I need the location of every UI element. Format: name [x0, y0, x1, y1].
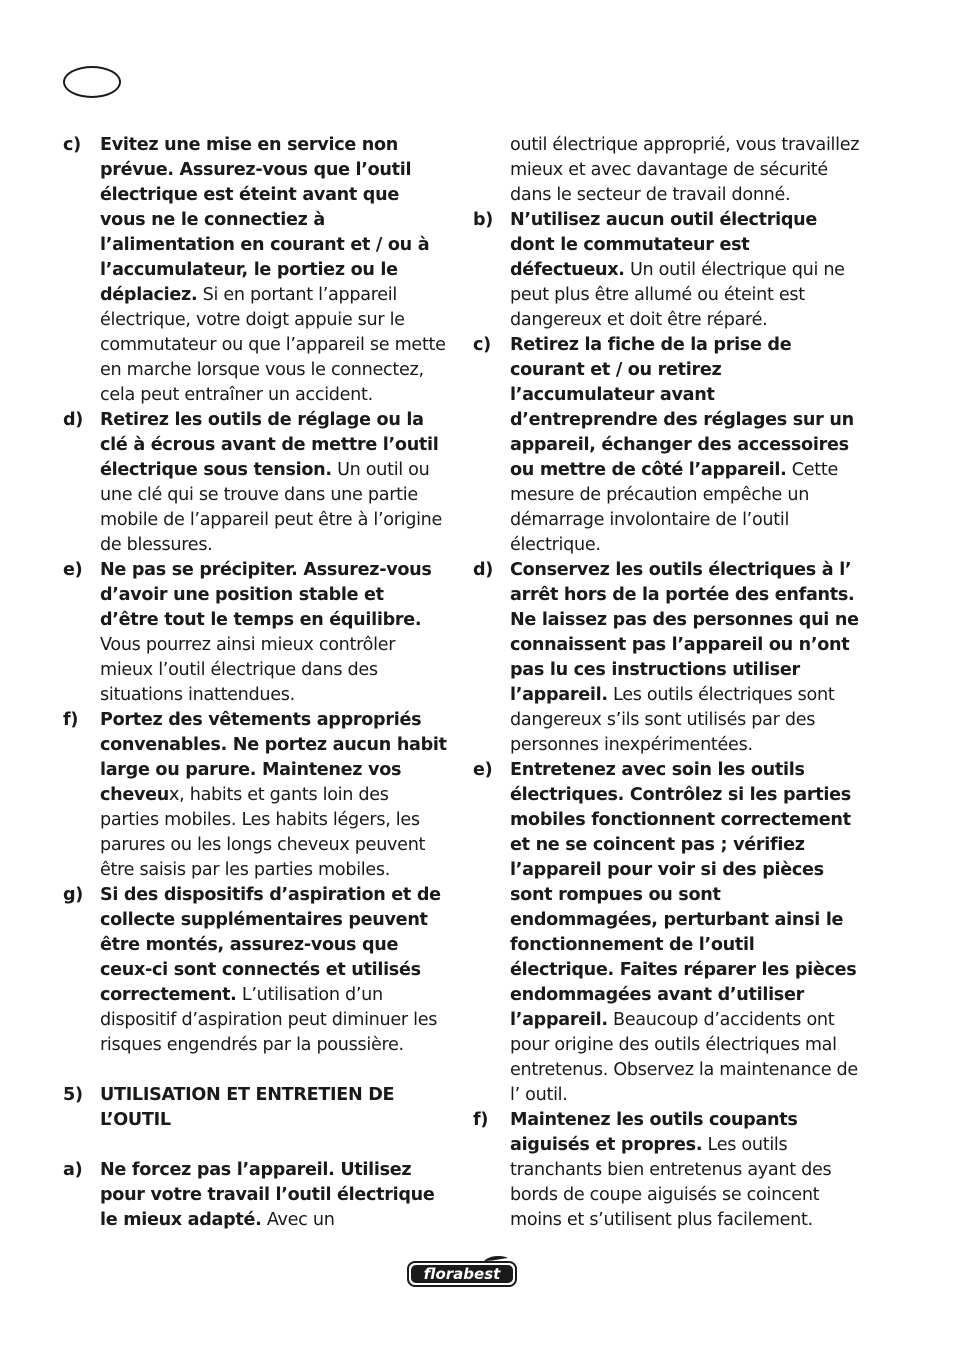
item-label: e) [473, 760, 493, 780]
item-normal-text: Un outil électrique qui ne peut plus être allumé ou éteint est dangereux et doit être réparé. [510, 260, 845, 330]
item-bold-text: Evitez une mise en service non prévue. Assurez-vous que l’outil électrique est éteint avant que vous ne le connectiez à l’alimentation en courant et / ou à l’accumulateur, le portiez ou le déplaciez. [100, 135, 430, 305]
instruction-item [63, 1158, 448, 1233]
instruction-item [473, 1108, 861, 1233]
item-bold-text: Conservez les outils électriques à l’ arrêt hors de la portée des enfants. Ne laissez pas des personnes qui ne connaissent pas l’appareil ou n’ont pas lu ces instructions utiliser l’appareil. [510, 560, 859, 705]
item-label: c) [473, 335, 491, 355]
item-label: f) [473, 1110, 489, 1130]
item-label: d) [473, 560, 494, 580]
instruction-item [63, 708, 448, 883]
item-text [510, 558, 861, 758]
item-label: d) [63, 410, 84, 430]
instruction-item [473, 558, 861, 758]
item-label: a) [63, 1160, 83, 1180]
instruction-item [473, 333, 861, 558]
logo-leaf-icon [484, 1256, 508, 1261]
item-text [510, 1108, 861, 1233]
item-bold-text: N’utilisez aucun outil électrique dont le commutateur est défectueux. [510, 210, 818, 280]
instruction-item [63, 558, 448, 708]
instruction-item [473, 758, 861, 1108]
item-label: b) [473, 210, 494, 230]
spacer [63, 1058, 448, 1083]
item-bold-text: Retirez la fiche de la prise de courant et / ou retirez l’accumulateur avant d’entreprendre des réglages sur un appareil, échanger des accessoires ou mettre de côté l’appareil. [510, 335, 854, 480]
left-column [63, 133, 448, 1233]
item-normal-text: Avec un [261, 1210, 335, 1230]
item-normal-text: Vous pourrez ainsi mieux contrôler mieux l’outil électrique dans des situations inattendues. [100, 635, 396, 705]
item-bold-text: Si des dispositifs d’aspiration et de collecte supplémentaires peuvent être montés, assurez-vous que ceux-ci sont connectés et utilisés correctement. [100, 885, 441, 1005]
item-text [100, 133, 448, 408]
item-text [510, 208, 861, 333]
item-normal-text: Un outil ou une clé qui se trouve dans une partie mobile de l’appareil peut être à l’origine de blessures. [100, 460, 443, 555]
item-normal-text: Beaucoup d’accidents ont pour origine des outils électriques mal entretenus. Observez la maintenance de l’ outil. [510, 1010, 858, 1105]
instruction-item [473, 208, 861, 333]
item-bold-text: Maintenez les outils coupants aiguisés et propres. [510, 1110, 798, 1155]
item-text [510, 333, 861, 558]
item-text [100, 883, 448, 1058]
right-column [473, 133, 861, 1233]
item-label: e) [63, 560, 83, 580]
item-text [100, 408, 448, 558]
section-title [100, 1083, 448, 1133]
item-normal-text: Les outils électriques sont dangereux s’ils sont utilisés par des personnes inexpérimentées. [510, 685, 835, 755]
item-bold-text: Ne forcez pas l’appareil. Utilisez pour votre travail l’outil électrique le mieux adapté. [100, 1160, 435, 1230]
item-continuation: outil électrique approprié, vous travaillez mieux et avec davantage de sécurité dans le secteur de travail donné. [510, 135, 860, 205]
item-normal-text: Si en portant l’appareil électrique, votre doigt appuie sur le commutateur ou que l’appareil se mette en marche lorsque vous le connectez, cela peut entraîner un accident. [100, 285, 446, 405]
section-number: 5) [63, 1085, 83, 1105]
section-title-text: UTILISATION ET ENTRETIEN DE L’OUTIL [100, 1085, 395, 1130]
item-bold-text: Portez des vêtements appropriés convenables. Ne portez aucun habit large ou parure. Maintenez vos cheveu [100, 710, 447, 805]
item-label: f) [63, 710, 79, 730]
item-bold-text: Entretenez avec soin les outils électriques. Contrôlez si les parties mobiles fonctionnent correctement et ne se coincent pas ; vérifiez l’appareil pour voir si des pièces sont rompues ou sont endommagées, perturbant ainsi le fonctionnement de l’outil électrique. Faites réparer les pièces endommagées avant d’utiliser l’appareil. [510, 760, 857, 1030]
item-bold-text: Retirez les outils de réglage ou la clé à écrous avant de mettre l’outil électrique sous tension. [100, 410, 439, 480]
item-label: g) [63, 885, 84, 905]
item-text [100, 558, 448, 708]
instruction-item [63, 133, 448, 408]
item-normal-text: Cette mesure de précaution empêche un démarrage involontaire de l’outil électrique. [510, 460, 839, 555]
item-text [100, 1158, 448, 1233]
language-badge [63, 66, 121, 98]
logo-text: florabest [423, 1265, 501, 1283]
section-heading [63, 1083, 448, 1133]
instruction-item [63, 883, 448, 1058]
item-normal-text: x, habits et gants loin des parties mobiles. Les habits légers, les parures ou les longs cheveux peuvent être saisis par les parties mobiles. [100, 785, 426, 880]
item-normal-text: L’utilisation d’un dispositif d’aspiration peut diminuer les risques engendrés par la poussière. [100, 985, 438, 1055]
florabest-logo [406, 1256, 518, 1288]
spacer [63, 1133, 448, 1158]
item-text [510, 758, 861, 1108]
item-label: c) [63, 135, 81, 155]
item-bold-text: Ne pas se précipiter. Assurez-vous d’avoir une position stable et d’être tout le temps en équilibre. [100, 560, 432, 630]
instruction-item [63, 408, 448, 558]
item-normal-text: Les outils tranchants bien entretenus ayant des bords de coupe aiguisés se coincent moins et s’utilisent plus facilement. [510, 1135, 832, 1230]
item-text [100, 708, 448, 883]
